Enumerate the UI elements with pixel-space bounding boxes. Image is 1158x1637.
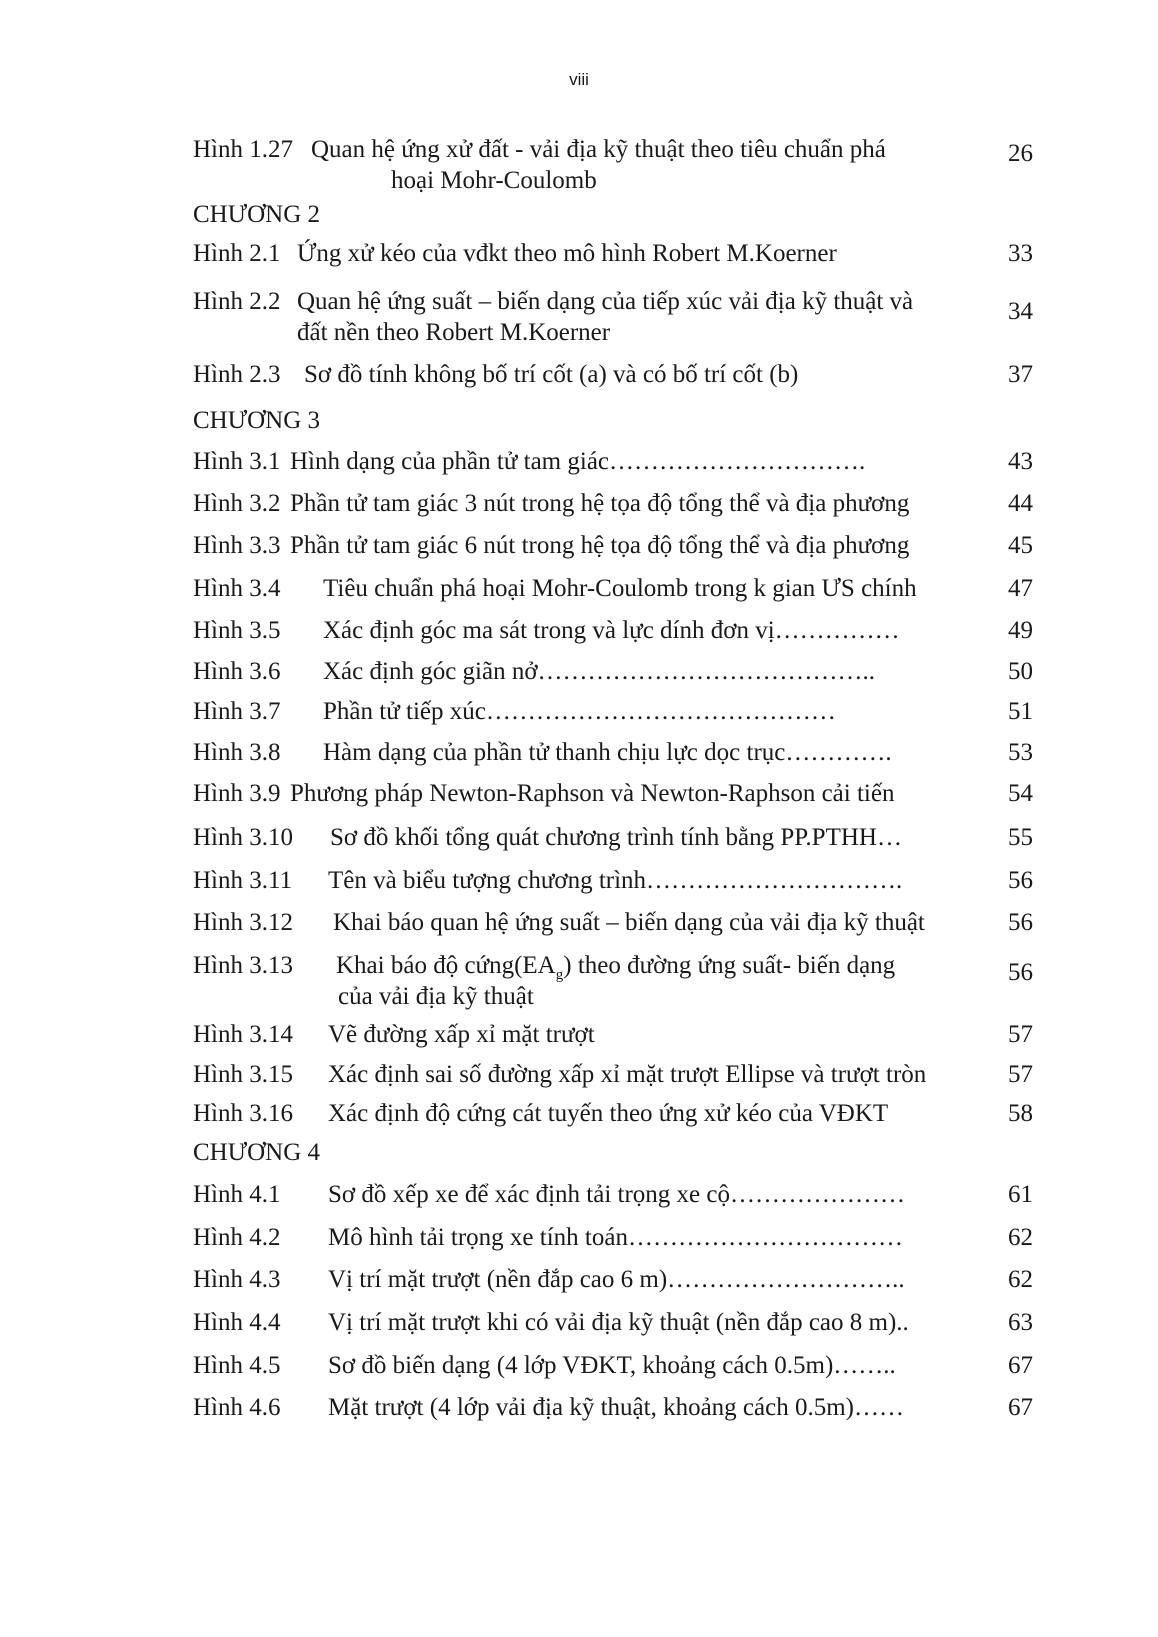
figure-label: Hình 3.5	[193, 617, 281, 644]
figure-label: Hình 4.3	[193, 1266, 281, 1293]
figure-label: Hình 3.3	[193, 532, 281, 559]
page-ref: 43	[1008, 448, 1033, 475]
figure-label: Hình 4.2	[193, 1224, 281, 1251]
figure-label: Hình 3.10	[193, 824, 293, 851]
figure-title: Mặt trượt (4 lớp vải địa kỹ thuật, khoảng cách 0.5m)……	[328, 1394, 904, 1421]
figure-title: Phương pháp Newton-Raphson và Newton-Raphson cải tiến	[290, 780, 895, 807]
page-ref: 67	[1008, 1352, 1033, 1379]
figure-label: Hình 3.12	[193, 909, 293, 936]
figure-title: Xác định độ cứng cát tuyến theo ứng xử kéo của VĐKT	[328, 1100, 889, 1127]
figure-label: Hình 1.27	[193, 136, 293, 163]
page-ref: 45	[1008, 532, 1033, 559]
figure-label: Hình 3.14	[193, 1021, 293, 1048]
page-ref: 51	[1008, 698, 1033, 725]
page-ref: 47	[1008, 575, 1033, 602]
page-ref: 33	[1008, 240, 1033, 267]
figure-title: Quan hệ ứng xử đất - vải địa kỹ thuật theo tiêu chuẩn phá hoại Mohr-Coulomb	[311, 136, 886, 194]
figure-title: Sơ đồ xếp xe để xác định tải trọng xe cộ…………………	[328, 1181, 906, 1208]
chapter-heading: CHƯƠNG 4	[193, 1139, 321, 1166]
page-ref: 26	[1008, 140, 1033, 167]
chapter-heading: CHƯƠNG 2	[193, 201, 321, 228]
page-ref: 56	[1008, 959, 1033, 986]
figure-label: Hình 3.15	[193, 1061, 293, 1088]
page-ref: 44	[1008, 490, 1033, 517]
figure-title: Xác định sai số đường xấp xỉ mặt trượt Ellipse và trượt tròn	[328, 1061, 927, 1088]
figure-label: Hình 3.7	[193, 698, 281, 725]
figure-title: Phần tử tam giác 3 nút trong hệ tọa độ tổng thể và địa phương	[290, 490, 910, 517]
figure-title: Xác định góc giãn nở…………………………………..	[323, 658, 876, 685]
figure-title: Sơ đồ biến dạng (4 lớp VĐKT, khoảng cách 0.5m)……..	[328, 1352, 896, 1379]
page-ref: 61	[1008, 1181, 1033, 1208]
figure-label: Hình 3.4	[193, 575, 281, 602]
figure-title: Khai báo quan hệ ứng suất – biến dạng của vải địa kỹ thuật	[333, 909, 925, 936]
figure-label: Hình 3.11	[193, 867, 293, 894]
figure-title: Vị trí mặt trượt (nền đắp cao 6 m)………………………..	[328, 1266, 905, 1293]
figure-label: Hình 3.16	[193, 1100, 293, 1127]
figure-title: Vị trí mặt trượt khi có vải địa kỹ thuật (nền đắp cao 8 m)..	[328, 1309, 909, 1336]
figure-title: Xác định góc ma sát trong và lực dính đơn vị……………	[323, 617, 900, 644]
chapter-heading: CHƯƠNG 3	[193, 407, 321, 434]
page-ref: 50	[1008, 658, 1033, 685]
figure-label: Hình 3.8	[193, 739, 281, 766]
figure-label: Hình 3.6	[193, 658, 281, 685]
figure-title: Mô hình tải trọng xe tính toán……………………………	[328, 1224, 903, 1251]
figure-title: Hàm dạng của phần tử thanh chịu lực dọc trục………….	[323, 739, 892, 766]
figure-label: Hình 3.2	[193, 490, 281, 517]
figure-label: Hình 4.6	[193, 1394, 281, 1421]
figure-title: Sơ đồ khối tổng quát chương trình tính bằng PP.PTHH…	[330, 824, 902, 851]
page-ref: 53	[1008, 739, 1033, 766]
page-ref: 62	[1008, 1224, 1033, 1251]
figure-label: Hình 3.1	[193, 448, 281, 475]
figure-label: Hình 2.1	[193, 240, 281, 267]
page-ref: 56	[1008, 909, 1033, 936]
figure-title: Ứng xử kéo của vđkt theo mô hình Robert M.Koerner	[297, 240, 837, 267]
figure-label: Hình 4.5	[193, 1352, 281, 1379]
figure-title: Quan hệ ứng suất – biến dạng của tiếp xúc vải địa kỹ thuật và đất nền theo Robert M.Koerner	[297, 288, 914, 346]
page-ref: 57	[1008, 1061, 1033, 1088]
page-ref: 58	[1008, 1100, 1033, 1127]
figure-title: Vẽ đường xấp xỉ mặt trượt	[328, 1021, 595, 1048]
page-ref: 56	[1008, 867, 1033, 894]
figure-label: Hình 4.1	[193, 1181, 281, 1208]
figure-title: Tiêu chuẩn phá hoại Mohr-Coulomb trong k gian ƯS chính	[323, 575, 917, 602]
page-ref: 62	[1008, 1266, 1033, 1293]
figure-label: Hình 3.13	[193, 952, 293, 979]
page-ref: 55	[1008, 824, 1033, 851]
page-ref: 57	[1008, 1021, 1033, 1048]
figure-title: Tên và biểu tượng chương trình………………………….	[328, 867, 903, 894]
figure-title: Khai báo độ $cứng(EA_g)$ theo đường ứng suất- biến dạng của vải địa kỹ thuật	[336, 952, 896, 1010]
figure-label: Hình 2.3	[193, 361, 281, 388]
page-ref: 54	[1008, 780, 1033, 807]
page-ref: 67	[1008, 1394, 1033, 1421]
figure-label: Hình 3.9	[193, 780, 281, 807]
figure-title: Sơ đồ tính không bố trí cốt (a) và có bố trí cốt (b)	[304, 361, 799, 388]
figure-label: Hình 4.4	[193, 1309, 281, 1336]
figure-title: Phần tử tam giác 6 nút trong hệ tọa độ tổng thể và địa phương	[290, 532, 910, 559]
page-ref: 37	[1008, 361, 1033, 388]
figure-label: Hình 2.2	[193, 288, 281, 315]
page-ref: 34	[1008, 298, 1033, 325]
page-number: viii	[569, 70, 589, 89]
page-ref: 49	[1008, 617, 1033, 644]
page-ref: 63	[1008, 1309, 1033, 1336]
figure-title: Phần tử tiếp xúc……………………………………	[323, 698, 836, 725]
figure-title: Hình dạng của phần tử tam giác………………………….	[290, 448, 866, 475]
